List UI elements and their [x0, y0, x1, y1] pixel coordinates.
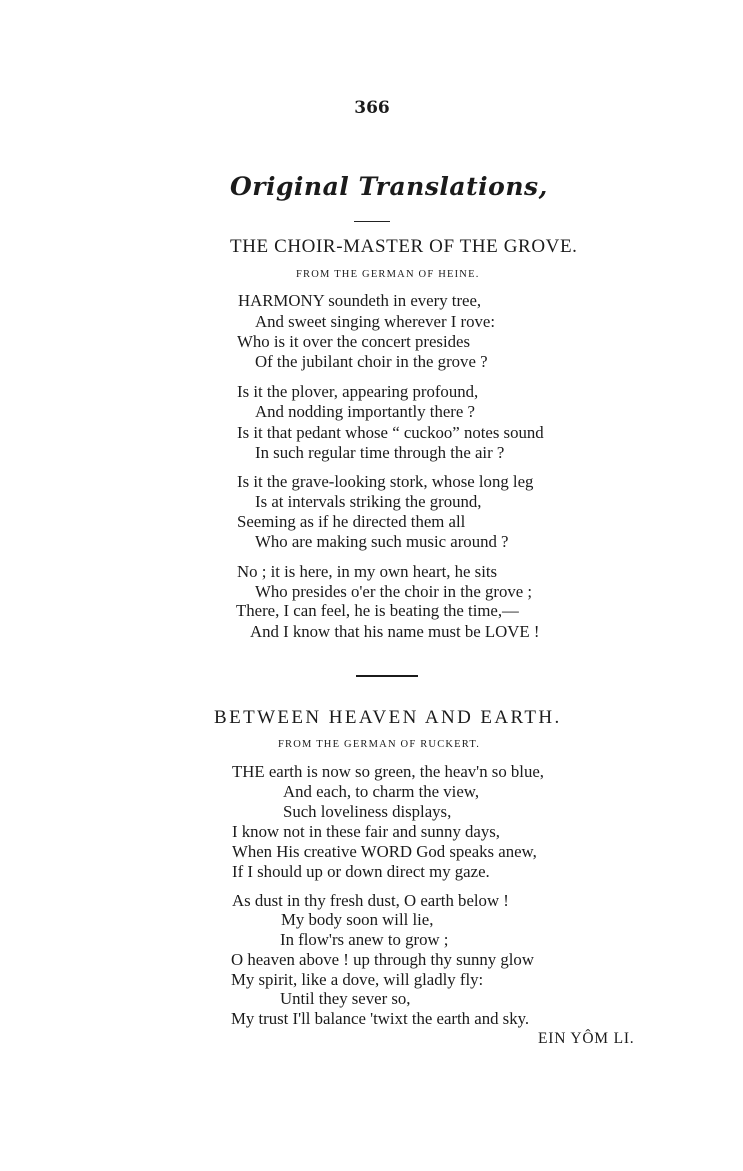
- verse-line: Who is it over the concert presides: [237, 332, 470, 351]
- verse-line: Who presides o'er the choir in the grove ;: [255, 582, 533, 601]
- verse-line: In such regular time through the air ?: [255, 443, 505, 462]
- verse-line: My body soon will lie,: [281, 910, 434, 929]
- verse-line: And sweet singing wherever I rove:: [255, 312, 495, 331]
- verse-line: THE earth is now so green, the heav'n so blue,: [232, 762, 544, 781]
- verse-line: And I know that his name must be LOVE !: [250, 622, 540, 641]
- verse-line: Is at intervals striking the ground,: [255, 492, 482, 511]
- poem-title: BETWEEN HEAVEN AND EARTH.: [214, 707, 562, 728]
- poem-source: FROM THE GERMAN OF RUCKERT.: [278, 739, 481, 750]
- verse-line: No ; it is here, in my own heart, he sits: [237, 562, 498, 581]
- verse-line: Such loveliness displays,: [283, 802, 452, 821]
- verse-line: There, I can feel, he is beating the time,—: [236, 601, 519, 620]
- heading-rule: [354, 221, 390, 222]
- verse-line: And each, to charm the view,: [283, 782, 480, 801]
- verse-line: Seeming as if he directed them all: [237, 512, 466, 531]
- verse-line: Who are making such music around ?: [255, 532, 509, 551]
- verse-line: Is it that pedant whose “ cuckoo” notes sound: [237, 423, 544, 442]
- verse-line: As dust in thy fresh dust, O earth below !: [232, 891, 509, 910]
- section-divider: [356, 675, 418, 677]
- verse-line: In flow'rs anew to grow ;: [280, 930, 449, 949]
- verse-line: O heaven above ! up through thy sunny glow: [231, 950, 534, 969]
- verse-line: My trust I'll balance 'twixt the earth and sky.: [231, 1009, 530, 1028]
- verse-line: Is it the grave-looking stork, whose long leg: [237, 472, 534, 491]
- poem-source: FROM THE GERMAN OF HEINE.: [296, 269, 480, 280]
- poem-title: THE CHOIR-MASTER OF THE GROVE.: [230, 236, 578, 257]
- verse-line: Until they sever so,: [280, 989, 411, 1008]
- verse-line: My spirit, like a dove, will gladly fly:: [231, 970, 484, 989]
- section-heading: Original Translations,: [230, 172, 548, 201]
- verse-line: Is it the plover, appearing profound,: [237, 382, 479, 401]
- verse-line: Of the jubilant choir in the grove ?: [255, 352, 488, 371]
- verse-line: I know not in these fair and sunny days,: [232, 822, 500, 841]
- verse-line: HARMONY soundeth in every tree,: [238, 291, 482, 310]
- author-signature: EIN YÔM LI.: [538, 1030, 635, 1047]
- verse-line: When His creative WORD God speaks anew,: [232, 842, 537, 861]
- verse-line: If I should up or down direct my gaze.: [232, 862, 490, 881]
- verse-line: And nodding importantly there ?: [255, 402, 475, 421]
- page-number: 366: [354, 98, 390, 118]
